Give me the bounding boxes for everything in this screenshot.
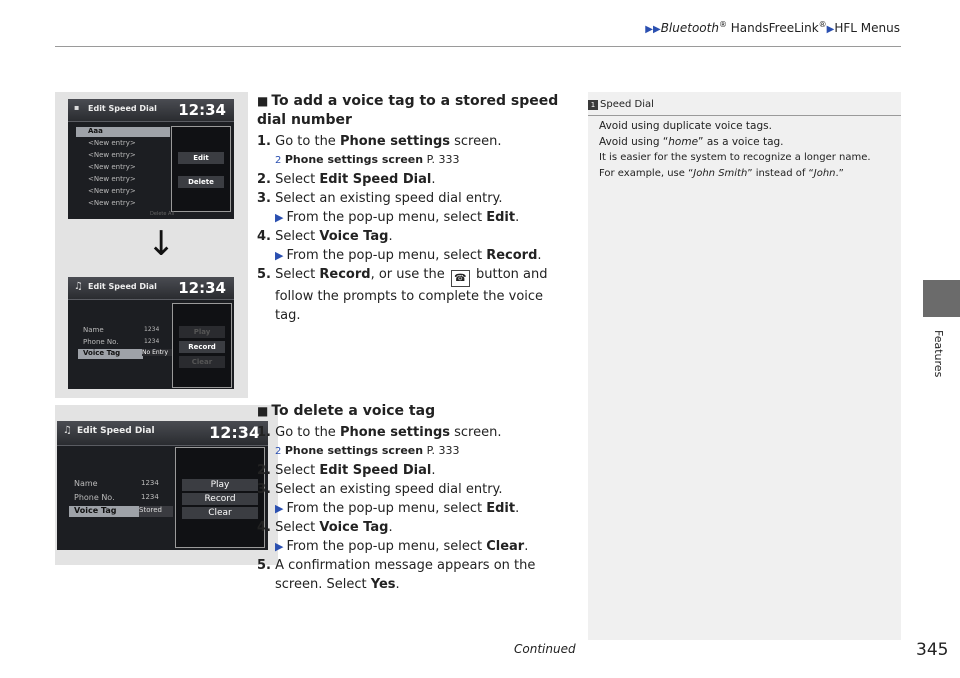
square-bullet-icon: ■ bbox=[257, 404, 269, 418]
music-note-icon: ♫ bbox=[63, 425, 72, 436]
triangle-bullet-icon: ▶ bbox=[275, 211, 284, 224]
section-add-voice-tag bbox=[257, 92, 572, 325]
page-reference[interactable]: 2 Phone settings screen P. 333 bbox=[275, 444, 460, 457]
continued-label: Continued bbox=[514, 642, 576, 656]
field-name-label: Name bbox=[83, 326, 104, 334]
talk-button-icon: ☎ bbox=[451, 270, 470, 287]
list-item[interactable]: <New entry> bbox=[88, 175, 136, 183]
step: 1. Go to the Phone settings screen. bbox=[257, 134, 502, 149]
screen-edit-speed-dial-stored bbox=[57, 421, 268, 550]
popup-menu bbox=[171, 126, 231, 212]
step: 2. Select Edit Speed Dial. bbox=[257, 172, 436, 187]
field-voice-tag-label[interactable]: Voice Tag bbox=[69, 506, 140, 517]
chapter-label: Features bbox=[932, 330, 945, 378]
section-heading: ■ To add a voice tag to a stored speed dial number bbox=[257, 93, 559, 128]
step: 4. Select Voice Tag. bbox=[257, 229, 393, 244]
step: 5. A confirmation message appears on the screen. Select Yes. bbox=[257, 558, 536, 592]
reference-icon: 2 bbox=[275, 155, 282, 166]
header-rule bbox=[55, 46, 901, 47]
popup-menu bbox=[172, 303, 232, 388]
record-menu-item[interactable]: Record bbox=[182, 493, 258, 505]
substep: ▶ From the pop-up menu, select Clear. bbox=[275, 539, 529, 554]
clear-menu-item[interactable]: Clear bbox=[179, 356, 225, 368]
music-note-icon: ♫ bbox=[74, 281, 83, 292]
field-voice-tag-value: Stored bbox=[139, 506, 173, 517]
field-phone-label: Phone No. bbox=[74, 493, 115, 502]
figure-add-voice-tag bbox=[55, 92, 248, 398]
play-menu-item[interactable]: Play bbox=[182, 479, 258, 491]
figure-delete-voice-tag bbox=[55, 405, 278, 565]
step: 3. Select an existing speed dial entry. bbox=[257, 191, 503, 206]
step: 4. Select Voice Tag. bbox=[257, 520, 393, 535]
breadcrumb-arrow-icon: ▶ bbox=[826, 24, 835, 35]
sidebar-note bbox=[588, 92, 901, 640]
triangle-bullet-icon: ▶ bbox=[275, 502, 284, 515]
field-phone-value: 1234 bbox=[141, 493, 159, 501]
breadcrumb: ▶▶Bluetooth® HandsFreeLink®▶HFL Menus bbox=[645, 20, 900, 35]
chapter-tab bbox=[923, 280, 960, 317]
note-index-icon: 1 bbox=[588, 100, 598, 110]
field-phone-value: 1234 bbox=[144, 338, 160, 345]
reference-icon: 2 bbox=[275, 446, 282, 457]
substep: ▶ From the pop-up menu, select Edit. bbox=[275, 501, 520, 516]
list-item[interactable]: <New entry> bbox=[88, 151, 136, 159]
list-item[interactable]: <New entry> bbox=[88, 139, 136, 147]
step: 3. Select an existing speed dial entry. bbox=[257, 482, 503, 497]
section-delete-voice-tag bbox=[257, 402, 572, 594]
field-phone-label: Phone No. bbox=[83, 338, 119, 346]
triangle-bullet-icon: ▶ bbox=[275, 249, 284, 262]
delete-menu-item[interactable]: Delete bbox=[178, 176, 224, 188]
breadcrumb-arrow-icon: ▶▶ bbox=[645, 24, 661, 35]
delete-all-label: Delete All bbox=[150, 211, 175, 217]
edit-menu-item[interactable]: Edit bbox=[178, 152, 224, 164]
square-bullet-icon: ■ bbox=[257, 94, 269, 108]
sidebar-heading: 1 Speed Dial bbox=[588, 97, 901, 116]
page-reference[interactable]: 2 Phone settings screen P. 333 bbox=[275, 153, 460, 166]
field-voice-tag-value: No Entry bbox=[142, 349, 172, 356]
record-menu-item[interactable]: Record bbox=[179, 341, 225, 353]
list-item[interactable]: <New entry> bbox=[88, 187, 136, 195]
screen-title-bar: ▪ Edit Speed Dial 12:34 bbox=[68, 99, 234, 122]
list-item[interactable]: <New entry> bbox=[88, 199, 136, 207]
step: 5. Select Record, or use the ☎ button and follow the prompts to complete the voice tag. bbox=[257, 267, 548, 323]
substep: ▶ From the pop-up menu, select Record. bbox=[275, 248, 542, 263]
play-menu-item[interactable]: Play bbox=[179, 326, 225, 338]
clear-menu-item[interactable]: Clear bbox=[182, 507, 258, 519]
field-name-label: Name bbox=[74, 479, 98, 488]
sidebar-body: Avoid using duplicate voice tags. Avoid using “home” as a voice tag. It is easier for the system to recognize a longer name. For example, use “John Smith” instead of “John.” bbox=[599, 120, 871, 179]
page-number: 345 bbox=[916, 640, 949, 660]
field-name-value: 1234 bbox=[144, 326, 160, 333]
field-voice-tag-label[interactable]: Voice Tag bbox=[78, 349, 143, 359]
list-item[interactable]: Aaa bbox=[76, 127, 170, 137]
screen-edit-speed-dial-list bbox=[68, 99, 234, 219]
screen-title-bar: ♫ Edit Speed Dial 12:34 bbox=[68, 277, 234, 300]
substep: ▶ From the pop-up menu, select Edit. bbox=[275, 210, 520, 225]
field-name-value: 1234 bbox=[141, 479, 159, 487]
screen-edit-speed-dial-detail bbox=[68, 277, 234, 389]
step: 1. Go to the Phone settings screen. bbox=[257, 425, 502, 440]
step: 2. Select Edit Speed Dial. bbox=[257, 463, 436, 478]
screen-title-bar: ♫ Edit Speed Dial 12:34 bbox=[57, 421, 268, 446]
triangle-bullet-icon: ▶ bbox=[275, 540, 284, 553]
section-heading: ■ To delete a voice tag bbox=[257, 403, 436, 419]
list-item[interactable]: <New entry> bbox=[88, 163, 136, 171]
arrow-down-icon: ↓ bbox=[147, 224, 176, 264]
popup-menu bbox=[175, 447, 265, 548]
music-note-icon: ▪ bbox=[74, 103, 80, 112]
